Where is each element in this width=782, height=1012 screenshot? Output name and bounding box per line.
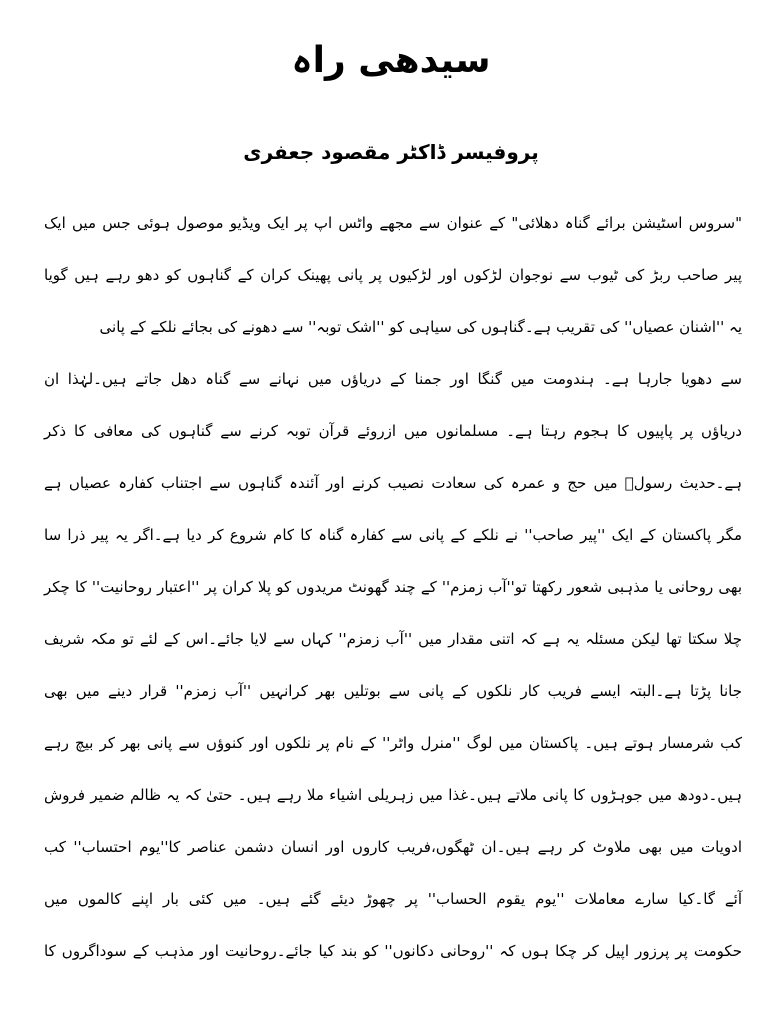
article-title: سیدھی راہ bbox=[291, 40, 491, 81]
body-line: ادویات میں بھی ملاوٹ کر رہے ہیں۔ان ٹھگوں،فریب کاروں اور انسان دشمن عناصر کا''یوم احتساب'' کب bbox=[44, 838, 742, 856]
body-line: ہے۔حدیث رسولؐ میں حج و عمرہ کی سعادت نصیب کرنے اور آئندہ گناہوں سے اجتناب کفارہ عصیاں ہے bbox=[44, 474, 742, 492]
article-body bbox=[44, 204, 742, 984]
body-line: "سروس اسٹیشن برائے گناہ دھلائی" کے عنوان سے مجھے واٹس اپ پر ایک ویڈیو موصول ہوئی جس میں ایک bbox=[44, 214, 742, 232]
body-line: آئے گا۔کیا سارے معاملات ''یوم یقوم الحساب'' پر چھوڑ دیئے گئے ہیں۔ میں کئی بار اپنے کالموں میں bbox=[44, 890, 742, 908]
body-line: پیر صاحب ربڑ کی ٹیوب سے نوجوان لڑکوں اور لڑکیوں پر پانی پھینک کران کے گناہوں کو دھو رہے ہیں گویا bbox=[44, 266, 742, 284]
body-line: حکومت پر پرزور اپیل کر چکا ہوں کہ ''روحانی دکانوں'' کو بند کیا جائے۔روحانیت اور مذہب کے سوداگروں کا bbox=[44, 942, 742, 960]
body-line: ہیں۔دودھ میں جوہڑوں کا پانی ملاتے ہیں۔غذا میں زہریلی اشیاء ملا رہے ہیں۔ حتیٰ کہ یہ ظالم ضمیر فروش bbox=[44, 786, 742, 804]
body-line: سے دھویا جارہا ہے۔ ہندومت میں گنگا اور جمنا کے دریاؤں میں نہانے سے گناہ دھل جاتے ہیں۔لہٰذا ان bbox=[44, 370, 742, 388]
body-line: بھی روحانی یا مذہبی شعور رکھتا تو''آب زمزم'' کے چند گھونٹ مریدوں کو پلا کران پر ''اعتبار روحانیت'' کا چکر bbox=[44, 578, 742, 596]
body-line: چلا سکتا تھا لیکن مسئلہ یہ ہے کہ اتنی مقدار میں ''آب زمزم'' کہاں سے لایا جائے۔اس کے لئے تو مکہ شریف bbox=[44, 630, 742, 648]
body-line: دریاؤں پر پاپیوں کا ہجوم رہتا ہے۔ مسلمانوں میں ازروئے قرآن توبہ کرنے سے گناہوں کی معافی کا ذکر bbox=[44, 422, 742, 440]
body-line: یہ ''اشنان عصیاں'' کی تقریب ہے۔گناہوں کی سیاہی کو ''اشک توبہ'' سے دھونے کی بجائے نلکے کے پانی bbox=[99, 318, 742, 336]
body-line: مگر پاکستان کے ایک ''پیر صاحب'' نے نلکے کے پانی سے کفارہ گناہ کا کام شروع کر دیا ہے۔اگر یہ پیر ذرا سا bbox=[44, 526, 742, 544]
body-line: کب شرمسار ہوتے ہیں۔ پاکستان میں لوگ ''منرل واٹر'' کے نام پر نلکوں اور کنوؤں سے پانی بھر کر بیچ رہے bbox=[44, 734, 742, 752]
body-line: جانا پڑتا ہے۔البتہ ایسے فریب کار نلکوں کے پانی سے بوتلیں بھر کرانہیں ''آب زمزم'' قرار دینے میں بھی bbox=[44, 682, 742, 700]
article-author: پروفیسر ڈاکٹر مقصود جعفری bbox=[243, 140, 539, 164]
